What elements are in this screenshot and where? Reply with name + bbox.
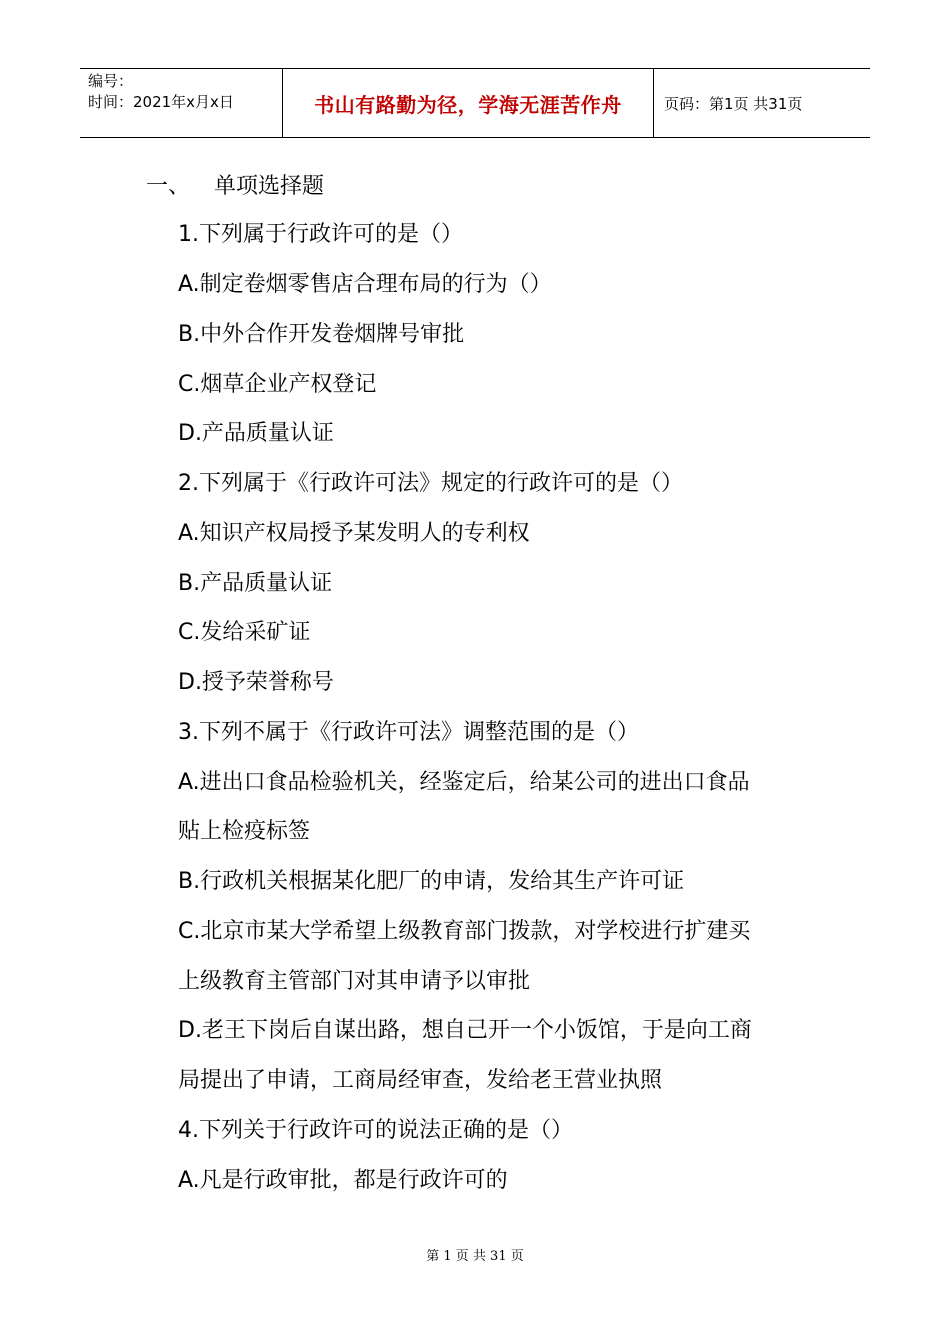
q3-option-a: A.进出口食品检验机关，经鉴定后，给某公司的进出口食品 [178, 770, 750, 795]
q2-option-c: C.发给采矿证 [178, 620, 311, 645]
header-page-info [654, 69, 870, 137]
section-heading [146, 162, 324, 212]
q4-option-a: A.凡是行政审批，都是行政许可的 [178, 1168, 508, 1193]
section-title: 单项选择题 [214, 174, 325, 199]
q1-option-d: D.产品质量认证 [178, 421, 334, 446]
q3-option-d-cont: 局提出了申请，工商局经审查，发给老王营业执照 [178, 1068, 663, 1093]
q2-option-a: A.知识产权局授予某发明人的专利权 [178, 521, 530, 546]
question-2: 2.下列属于《行政许可法》规定的行政许可的是（） [178, 471, 683, 496]
q2-option-b: B.产品质量认证 [178, 571, 333, 596]
number-label: 编号： [88, 72, 134, 90]
motto-text: 书山有路勤为径，学海无涯苦作舟 [314, 92, 622, 117]
section-number: 一、 [146, 174, 191, 199]
q1-option-c: C.烟草企业产权登记 [178, 372, 377, 397]
q1-option-b: B.中外合作开发卷烟牌号审批 [178, 322, 465, 347]
q3-option-d: D.老王下岗后自谋出路，想自己开一个小饭馆，于是向工商 [178, 1018, 752, 1043]
question-4: 4.下列关于行政许可的说法正确的是（） [178, 1118, 573, 1143]
header-motto-cell [282, 69, 654, 137]
document-header [80, 68, 870, 138]
question-1: 1.下列属于行政许可的是（） [178, 222, 463, 247]
header-meta [80, 69, 282, 137]
footer-page-text: 第 1 页 共 31 页 [426, 1249, 524, 1264]
q3-option-b: B.行政机关根据某化肥厂的申请，发给其生产许可证 [178, 869, 685, 894]
question-3: 3.下列不属于《行政许可法》调整范围的是（） [178, 720, 639, 745]
page-info-text: 页码：第1页 共31页 [664, 94, 803, 113]
q3-option-a-cont: 贴上检疫标签 [178, 819, 311, 844]
page-footer [0, 1245, 950, 1264]
q1-option-a: A.制定卷烟零售店合理布局的行为（） [178, 272, 552, 297]
time-label: 时间：2021年x月x日 [88, 93, 234, 111]
q3-option-c: C.北京市某大学希望上级教育部门拨款，对学校进行扩建买 [178, 919, 751, 944]
q3-option-c-cont: 上级教育主管部门对其申请予以审批 [178, 969, 531, 994]
q2-option-d: D.授予荣誉称号 [178, 670, 334, 695]
